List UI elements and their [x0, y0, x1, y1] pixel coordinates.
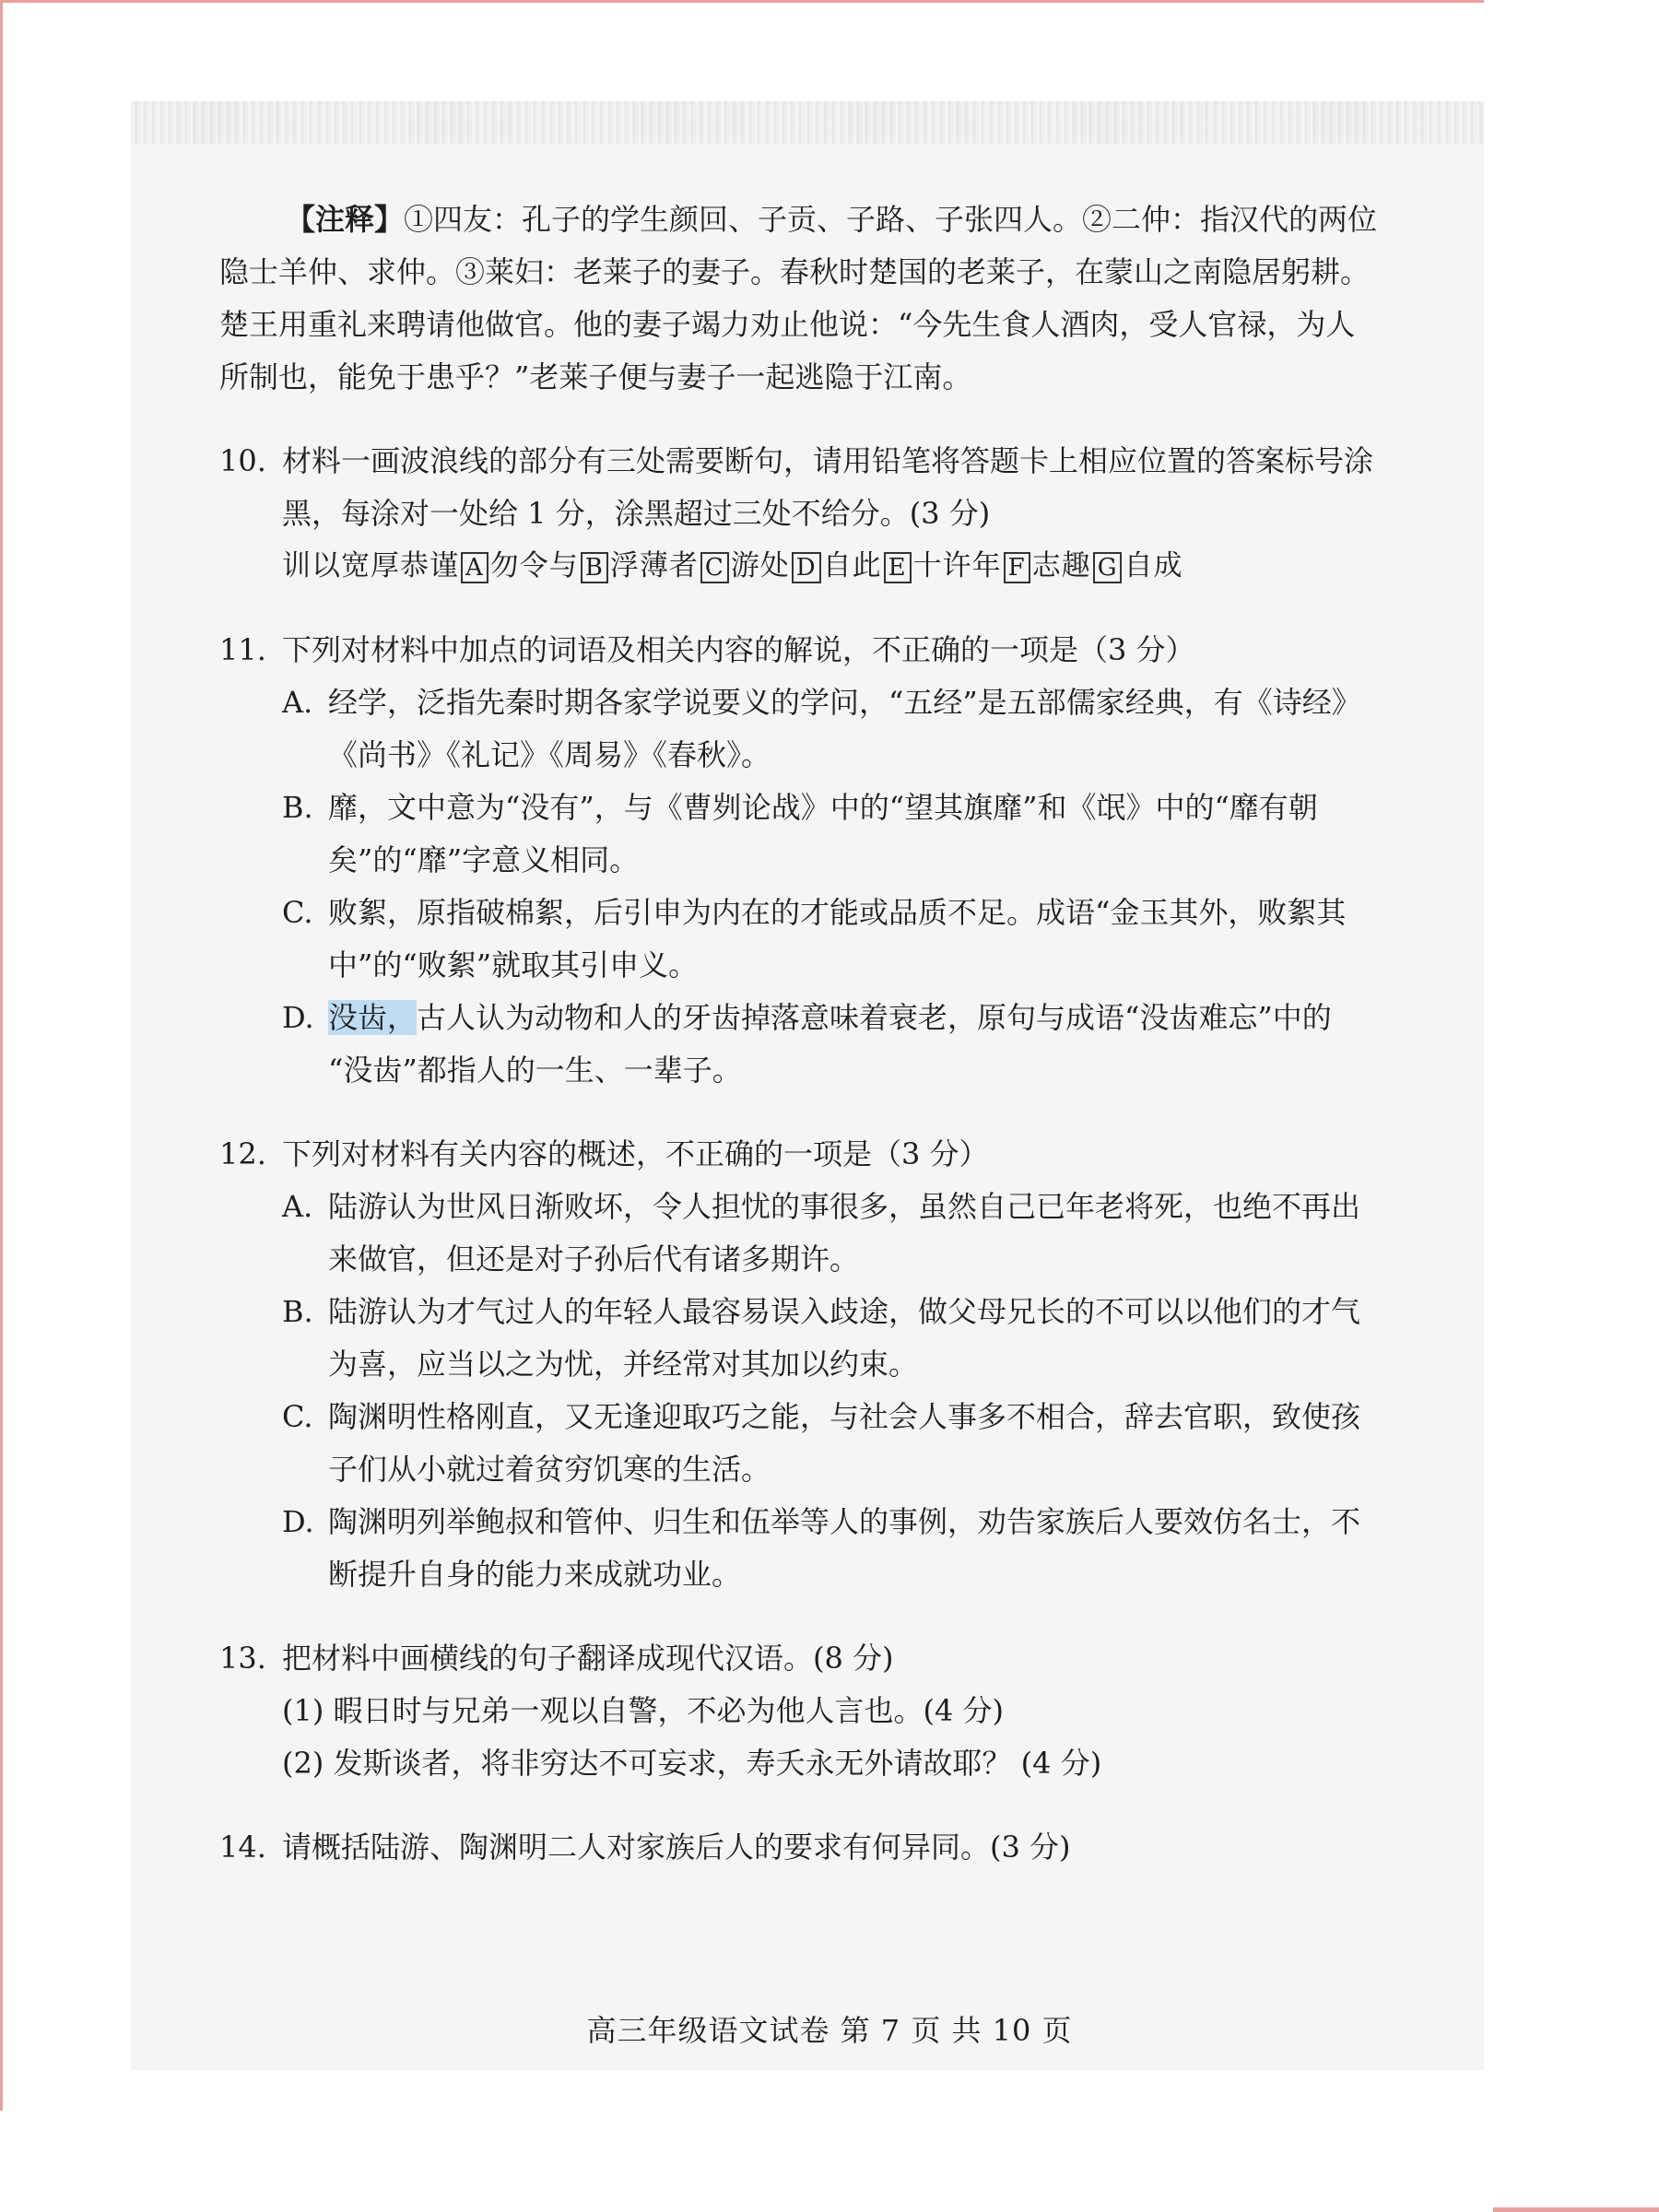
option-a: A. 经学，泛指先秦时期各家学说要义的学问，“五经”是五部儒家经典，有《诗经》 — [282, 685, 1361, 720]
option-d-cont: 断提升自身的能力来成就功业。 — [328, 1557, 742, 1592]
note-line: 所制也，能免于患乎？”老莱子便与妻子一起逃隐于江南。 — [219, 359, 972, 394]
scan-edge-left — [0, 0, 3, 2111]
question-12 — [219, 1128, 1399, 1601]
answer-mark-a: A — [461, 552, 488, 583]
option-b: B. 陆游认为才气过人的年轻人最容易误入歧途，做父母兄长的不可以以他们的才气 — [282, 1294, 1361, 1329]
option-c-cont: 中”的“败絮”就取其引申义。 — [328, 947, 699, 982]
note-label: 【注释】 — [286, 202, 405, 237]
exam-page-content — [219, 194, 1399, 1874]
question-10 — [219, 435, 1399, 593]
punctuation-line — [219, 540, 1399, 593]
question-stem: 14. 请概括陆游、陶渊明二人对家族后人的要求有何异同。(3 分) — [219, 1821, 1399, 1874]
question-stem: 12. 下列对材料有关内容的概述，不正确的一项是（3 分） — [219, 1128, 1399, 1181]
option-c-cont: 子们从小就过着贫穷饥寒的生活。 — [328, 1452, 771, 1487]
option-b: B. 靡，文中意为“没有”，与《曹刿论战》中的“望其旗靡”和《氓》中的“靡有朝 — [282, 790, 1318, 825]
question-number: 12. — [219, 1136, 266, 1171]
answer-mark-b: B — [581, 552, 608, 583]
option-c: C. 败絮，原指破棉絮，后引申为内在的才能或品质不足。成语“金玉其外，败絮其 — [282, 895, 1347, 930]
question-stem: 13. 把材料中画横线的句子翻译成现代汉语。(8 分) — [219, 1632, 1399, 1685]
question-number: 13. — [219, 1641, 266, 1676]
scan-edge-top — [0, 0, 1484, 3]
scan-band — [131, 101, 1484, 144]
text-segment: 浮薄者 — [609, 549, 699, 582]
question-11 — [219, 624, 1399, 1097]
text-segment: 志趣 — [1031, 549, 1091, 582]
text-segment: 自此 — [822, 549, 882, 582]
scan-edge-bottom-right — [1493, 2207, 1659, 2212]
highlighted-term: 没齿， — [328, 1000, 418, 1035]
question-14 — [219, 1821, 1399, 1874]
option-a-cont: 来做官，但还是对子孙后代有诸多期许。 — [328, 1241, 860, 1277]
note-section — [219, 194, 1399, 404]
option-a-cont: 《尚书》《礼记》《周易》《春秋》。 — [328, 737, 771, 772]
answer-mark-c: C — [700, 552, 729, 583]
option-d: D. 陶渊明列举鲍叔和管仲、归生和伍举等人的事例，劝告家族后人要效仿名士，不 — [282, 1504, 1361, 1539]
text-segment: 勿令与 — [489, 549, 579, 582]
option-b-cont: 为喜，应当以之为忧，并经常对其加以约束。 — [328, 1347, 919, 1382]
text-segment: 十许年 — [912, 549, 1002, 582]
option-c: C. 陶渊明性格刚直，又无逢迎取巧之能，与社会人事多不相合，辞去官职，致使孩 — [282, 1399, 1361, 1434]
question-stem: 11. 下列对材料中加点的词语及相关内容的解说，不正确的一项是（3 分） — [219, 624, 1399, 677]
answer-mark-d: D — [792, 552, 821, 583]
sub-question-1: (1) 暇日时与兄弟一观以自警，不必为他人言也。(4 分) — [282, 1693, 1005, 1728]
text-segment: 游处 — [730, 549, 790, 582]
text-segment: 自成 — [1124, 549, 1183, 582]
option-a: A. 陆游认为世风日渐败坏，令人担忧的事很多，虽然自己已年老将死，也绝不再出 — [282, 1189, 1361, 1224]
question-stem-cont: 黑，每涂对一处给 1 分，涂黑超过三处不给分。(3 分) — [282, 496, 991, 531]
note-line: 楚王用重礼来聘请他做官。他的妻子竭力劝止他说：“今先生食人酒肉，受人官禄，为人 — [219, 307, 1356, 342]
answer-mark-g: G — [1093, 552, 1123, 583]
question-number: 11. — [219, 632, 266, 667]
question-number: 10. — [219, 443, 266, 478]
note-line: 隐士羊仲、求仲。③莱妇：老莱子的妻子。春秋时楚国的老莱子，在蒙山之南隐居躬耕。 — [219, 254, 1371, 289]
page-footer: 高三年级语文试卷 第 7 页 共 10 页 — [586, 2013, 1073, 2048]
option-d: D. 没齿，古人认为动物和人的牙齿掉落意味着衰老，原句与成语“没齿难忘”中的 — [282, 1000, 1332, 1035]
text-segment: 训以宽厚恭谨 — [282, 549, 459, 582]
answer-mark-f: F — [1004, 552, 1030, 583]
option-d-cont: “没齿”都指人的一生、一辈子。 — [328, 1053, 742, 1088]
option-b-cont: 矣”的“靡”字意义相同。 — [328, 842, 640, 877]
answer-mark-e: E — [884, 552, 912, 583]
question-13 — [219, 1632, 1399, 1790]
note-line: 【注释】①四友：孔子的学生颜回、子贡、子路、子张四人。②二仲：指汉代的两位 — [286, 202, 1378, 237]
question-number: 14. — [219, 1830, 266, 1865]
sub-question-2: (2) 发斯谈者，将非穷达不可妄求，寿夭永无外请故耶？ (4 分) — [282, 1746, 1102, 1781]
question-stem: 10. 材料一画波浪线的部分有三处需要断句，请用铅笔将答题卡上相应位置的答案标号涂 — [219, 435, 1399, 488]
